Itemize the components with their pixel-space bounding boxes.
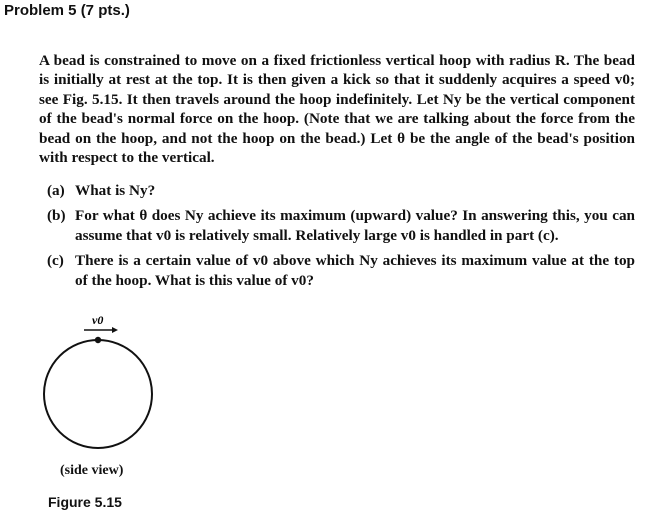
hoop-figure (38, 308, 158, 488)
part-a (47, 181, 635, 200)
problem-parts (47, 181, 635, 296)
velocity-arrow-head (112, 327, 118, 333)
part-label: (a) (47, 182, 65, 199)
figure-title: Figure 5.15 (48, 494, 122, 510)
problem-statement: A bead is constrained to move on a fixed frictionless vertical hoop with radius R. The bead is initially at rest at the top. It is then given a kick so that it suddenly acquires a speed v0; see Fig. 5.15. It then travels around the hoop indefinitely. Let Ny be the vertical component of the bead's normal force on the hoop. (Note that we are talking about the force from the bead on the hoop, and not the hoop on the bead.) Let θ be the angle of the bead's position with respect to the vertical. (39, 52, 635, 167)
part-b (47, 206, 635, 245)
bead-dot (95, 337, 101, 343)
part-label: (c) (47, 252, 64, 270)
hoop-circle (44, 340, 152, 448)
part-text: What is Ny? (75, 182, 156, 199)
velocity-label: v0 (92, 313, 104, 327)
part-label: (b) (47, 207, 66, 225)
problem-heading: Problem 5 (7 pts.) (4, 2, 130, 19)
part-c (47, 251, 635, 290)
figure-caption: (side view) (60, 463, 124, 478)
part-text: There is a certain value of v0 above which Ny achieves its maximum value at the top of the hoop. What is this value of v0? (75, 252, 635, 289)
part-text: For what θ does Ny achieve its maximum (upward) value? In answering this, you can assume that v0 is relatively small. Relatively large v0 is handled in part (c). (75, 207, 635, 244)
